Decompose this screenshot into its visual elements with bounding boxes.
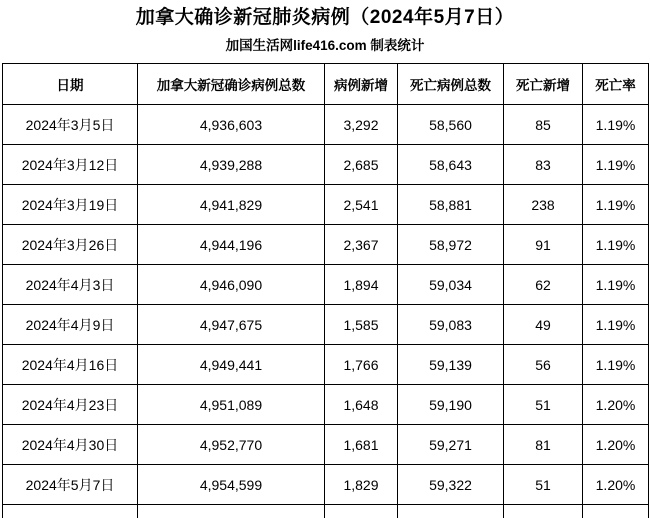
- cell-total-deaths: 59,190: [398, 385, 504, 425]
- cell-new-deaths: 238: [504, 185, 583, 225]
- cell-date: 2024年4月3日: [3, 265, 138, 305]
- cell-death-rate: 1.19%: [583, 345, 649, 385]
- cell-date: 2024年3月5日: [3, 105, 138, 145]
- table-header-row: [3, 64, 649, 105]
- cell-total-confirmed: 4,947,675: [138, 305, 325, 345]
- cell-total-confirmed: 4,952,770: [138, 425, 325, 465]
- column-header-new-deaths: 死亡新增: [504, 64, 583, 105]
- cell-total-confirmed-empty: [138, 505, 325, 518]
- column-header-date: 日期: [3, 64, 138, 105]
- table-row: [3, 145, 649, 185]
- cell-total-confirmed: 4,946,090: [138, 265, 325, 305]
- cell-total-deaths: 59,322: [398, 465, 504, 505]
- cell-new-deaths: 49: [504, 305, 583, 345]
- cell-total-confirmed: 4,941,829: [138, 185, 325, 225]
- cell-new-cases: 1,585: [325, 305, 398, 345]
- cell-date: 2024年4月16日: [3, 345, 138, 385]
- cell-date: 2024年3月26日: [3, 225, 138, 265]
- cell-new-cases: 1,648: [325, 385, 398, 425]
- cell-total-deaths: 58,643: [398, 145, 504, 185]
- cell-death-rate: 1.20%: [583, 385, 649, 425]
- cell-death-rate: 1.19%: [583, 265, 649, 305]
- table-row: [3, 425, 649, 465]
- cell-new-cases: 2,367: [325, 225, 398, 265]
- cell-death-rate: 1.19%: [583, 145, 649, 185]
- table-row: [3, 185, 649, 225]
- table-row: [3, 345, 649, 385]
- cell-date: 2024年3月19日: [3, 185, 138, 225]
- cell-new-cases: 1,894: [325, 265, 398, 305]
- cell-new-cases: 1,681: [325, 425, 398, 465]
- cell-new-cases: 1,829: [325, 465, 398, 505]
- table-row: [3, 385, 649, 425]
- cell-new-deaths: 62: [504, 265, 583, 305]
- cell-death-rate: 1.20%: [583, 465, 649, 505]
- cell-new-deaths-empty: [504, 505, 583, 518]
- cell-death-rate-empty: [583, 505, 649, 518]
- table-row: [3, 465, 649, 505]
- cell-total-deaths: 59,271: [398, 425, 504, 465]
- cell-total-deaths: 59,034: [398, 265, 504, 305]
- cell-new-deaths: 83: [504, 145, 583, 185]
- cell-total-confirmed: 4,944,196: [138, 225, 325, 265]
- cell-new-cases: 3,292: [325, 105, 398, 145]
- cell-new-deaths: 56: [504, 345, 583, 385]
- table-row: [3, 265, 649, 305]
- cell-total-deaths-empty: [398, 505, 504, 518]
- cell-death-rate: 1.19%: [583, 305, 649, 345]
- table-row-clipped: [3, 505, 649, 518]
- column-header-total-confirmed: 加拿大新冠确诊病例总数: [138, 64, 325, 105]
- cell-death-rate: 1.19%: [583, 225, 649, 265]
- cell-total-deaths: 59,083: [398, 305, 504, 345]
- cell-new-deaths: 85: [504, 105, 583, 145]
- cell-total-confirmed: 4,951,089: [138, 385, 325, 425]
- cell-new-deaths: 51: [504, 385, 583, 425]
- cell-total-deaths: 58,560: [398, 105, 504, 145]
- cell-new-cases: 1,766: [325, 345, 398, 385]
- table-header: [3, 64, 649, 105]
- cell-total-confirmed: 4,954,599: [138, 465, 325, 505]
- cell-new-deaths: 91: [504, 225, 583, 265]
- cell-new-cases: 2,685: [325, 145, 398, 185]
- covid-stats-table: [2, 63, 649, 518]
- cell-death-rate: 1.19%: [583, 185, 649, 225]
- column-header-death-rate: 死亡率: [583, 64, 649, 105]
- cell-date: 2024年5月7日: [3, 465, 138, 505]
- cell-death-rate: 1.19%: [583, 105, 649, 145]
- page-title: 加拿大确诊新冠肺炎病例（2024年5月7日）: [135, 7, 515, 28]
- column-header-total-deaths: 死亡病例总数: [398, 64, 504, 105]
- page-subtitle: 加国生活网life416.com 制表统计: [225, 38, 425, 53]
- cell-total-deaths: 59,139: [398, 345, 504, 385]
- cell-date: 2024年3月12日: [3, 145, 138, 185]
- cell-date: 2024年4月30日: [3, 425, 138, 465]
- cell-total-confirmed: 4,936,603: [138, 105, 325, 145]
- table-row: [3, 105, 649, 145]
- cell-death-rate: 1.20%: [583, 425, 649, 465]
- cell-date: 2024年4月9日: [3, 305, 138, 345]
- table-row: [3, 225, 649, 265]
- cell-date: 2024年4月23日: [3, 385, 138, 425]
- column-header-new-cases: 病例新增: [325, 64, 398, 105]
- cell-new-deaths: 51: [504, 465, 583, 505]
- cell-new-deaths: 81: [504, 425, 583, 465]
- cell-new-cases: 2,541: [325, 185, 398, 225]
- cell-date-empty: [3, 505, 138, 518]
- cell-new-cases-empty: [325, 505, 398, 518]
- cell-total-confirmed: 4,939,288: [138, 145, 325, 185]
- cell-total-deaths: 58,972: [398, 225, 504, 265]
- cell-total-confirmed: 4,949,441: [138, 345, 325, 385]
- cell-total-deaths: 58,881: [398, 185, 504, 225]
- table-row: [3, 305, 649, 345]
- table-body: [3, 105, 649, 518]
